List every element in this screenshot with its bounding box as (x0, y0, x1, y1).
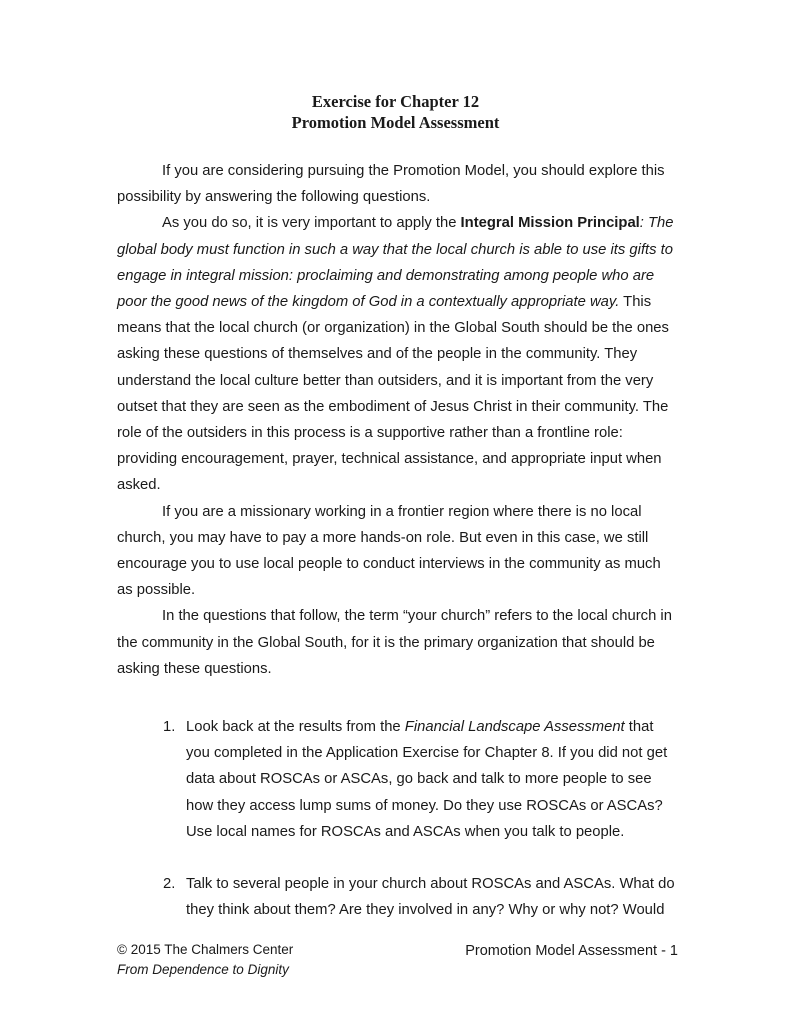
footer-page-label: Promotion Model Assessment - 1 (465, 943, 678, 959)
question-1-reference: Financial Landscape Assessment (404, 719, 625, 735)
question-number: 1. (163, 719, 176, 735)
title-line-1: Exercise for Chapter 12 (311, 92, 480, 111)
page-title (0, 91, 791, 133)
list-item (117, 714, 677, 845)
question-list (117, 714, 677, 949)
paragraph-your-church: In the questions that follow, the term “your church” refers to the local church in the community in the Global South, for it is the primary organization that should be asking these questions. (117, 608, 672, 677)
paragraph-integral-mission-end: This means that the local church (or organization) in the Global South should be the ones asking these questions of themselves and of the people in the community. They understand the local culture better than outsiders, and it is important from the very outset that they are seen as the embodiment of Jesus Christ in their community. The role of the outsiders in this process is a supportive rather than a frontline role: providing encouragement, prayer, technical assistance, and appropriate input when asked. (117, 294, 669, 494)
integral-mission-definition: : The global body must function in such a way that the local church is able to use its gifts to engage in integral mission: proclaiming and demonstrating among people who are poor the good news of the kingdom of God in a contextually appropriate way. (117, 215, 674, 311)
question-1-start: Look back at the results from the (186, 719, 405, 735)
question-1-end: that you completed in the Application Exercise for Chapter 8. If you did not get data about ROSCAs or ASCAs, go back and talk to more people to see how they access lump sums of money. Do they use ROSCAs or ASCAs? Use local names for ROSCAs and ASCAs when you talk to people. (186, 719, 668, 840)
question-number: 2. (163, 876, 176, 893)
body-text (117, 158, 677, 682)
footer-copyright-block (117, 940, 293, 980)
paragraph-intro: If you are considering pursuing the Promotion Model, you should explore this possibility by answering the following questions. (117, 163, 665, 206)
title-line-2: Promotion Model Assessment (291, 113, 500, 132)
paragraph-integral-mission (117, 210, 677, 498)
paragraph-integral-mission-start: As you do so, it is very important to apply the (162, 215, 461, 232)
question-2-text: Talk to several people in your church about ROSCAs and ASCAs. What do they think about them? Are they involved in any? Why or why not? Would (186, 876, 675, 919)
integral-mission-term: Integral Mission Principal (460, 215, 640, 232)
footer-subtitle: From Dependence to Dignity (117, 962, 289, 977)
paragraph-missionary: If you are a missionary working in a frontier region where there is no local church, you may have to pay a more hands-on role. But even in this case, we still encourage you to use local people to conduct interviews in the community as much as possible. (117, 503, 661, 599)
footer-copyright: © 2015 The Chalmers Center (117, 942, 294, 957)
list-item (117, 871, 677, 923)
